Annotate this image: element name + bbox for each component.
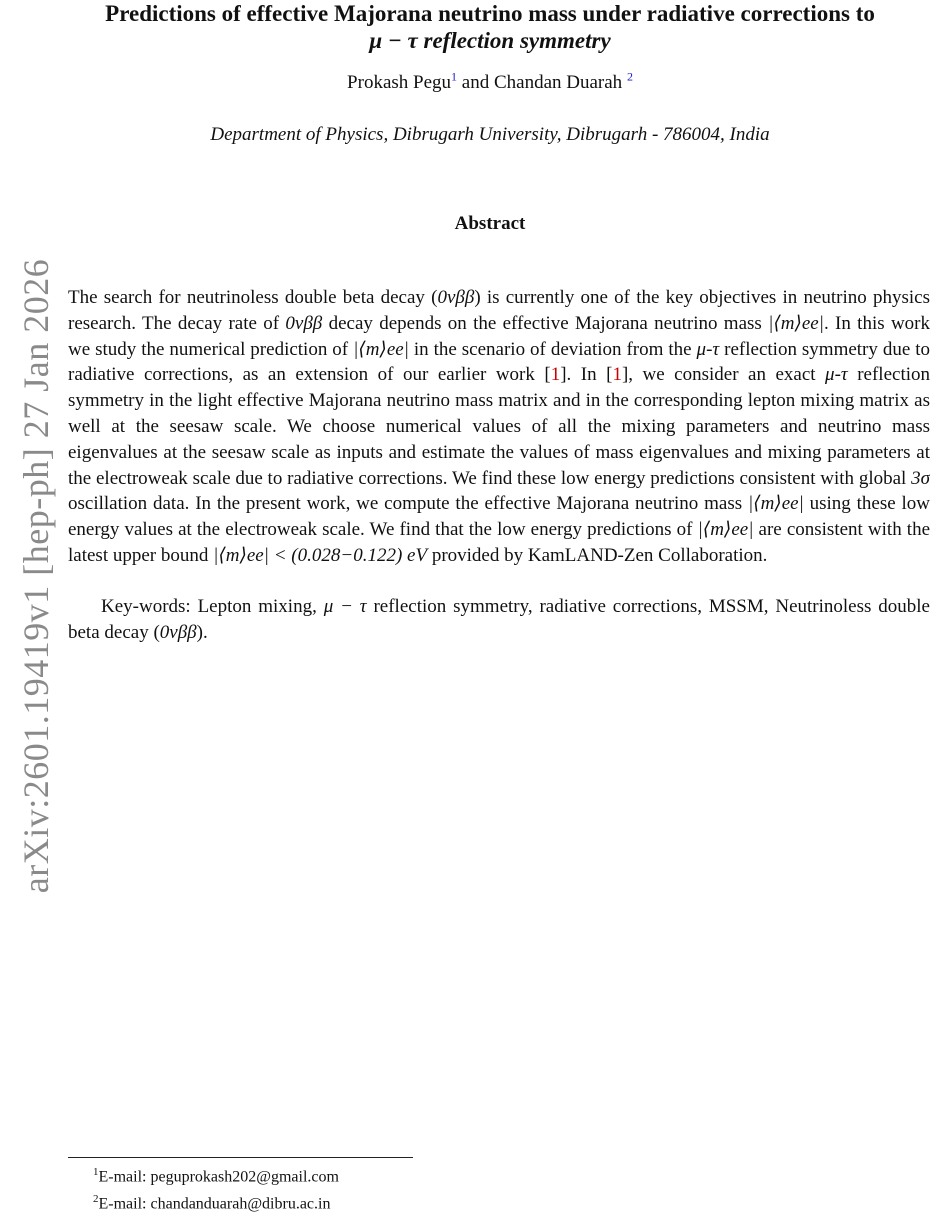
footnote-divider bbox=[68, 1157, 413, 1158]
footnote-email[interactable]: E-mail: peguprokash202@gmail.com bbox=[98, 1168, 339, 1186]
citation-link[interactable]: 1 bbox=[612, 364, 622, 386]
footnote-mark: 2 bbox=[93, 1193, 99, 1206]
abstract-text: reflection symmetry in the light effective Majorana neutrino mass matrix and in the corresponding lepton mixing matrix as well at the seesaw scale. We choose numerical values of all the mixing parameters and neutrino mass eigenvalues at the seesaw scale as inputs and estimate the values of mass eigenvalues and mixing parameters at the electroweak scale due to radiative corrections. We find these low energy predictions consistent with global bbox=[68, 364, 930, 489]
math-inline: μ-τ bbox=[825, 364, 848, 386]
abstract-text: decay depends on the effective Majorana neutrino mass bbox=[322, 312, 769, 334]
math-inline: 0νββ bbox=[159, 621, 197, 643]
author-name: Chandan Duarah bbox=[493, 72, 623, 93]
footnote-mark-link[interactable]: 2 bbox=[626, 69, 633, 84]
math-inline: 0νββ bbox=[437, 287, 475, 308]
footnote-email[interactable]: E-mail: chandanduarah@dibru.ac.in bbox=[98, 1195, 331, 1213]
math-inline: |⟨m⟩ee| < (0.028−0.122) eV bbox=[213, 544, 428, 566]
math-inline: 3σ bbox=[911, 467, 930, 489]
abstract-text: ) is currently one of the key objectives in neutrino physics research. The decay rate of bbox=[68, 287, 930, 334]
abstract-text: provided by KamLAND-Zen Collaboration. bbox=[427, 544, 768, 566]
abstract-text: ], we consider an exact bbox=[621, 364, 826, 386]
footnote-mark: 1 bbox=[93, 1166, 99, 1178]
paper-title bbox=[60, 0, 920, 54]
abstract-text: reflection symmetry due to radiative corrections, as an extension of our earlier work [ bbox=[68, 338, 930, 386]
math-inline: |⟨m⟩ee| bbox=[768, 312, 824, 334]
title-line-1: Predictions of effective Majorana neutrino mass under radiative corrections to bbox=[105, 1, 875, 26]
abstract-text: The search for neutrinoless double beta decay ( bbox=[68, 287, 438, 308]
footnote-item bbox=[93, 1161, 339, 1188]
math-inline: μ − τ bbox=[323, 595, 367, 617]
footnote-mark-link[interactable]: 1 bbox=[451, 69, 458, 84]
math-inline: |⟨m⟩ee| bbox=[353, 338, 409, 360]
title-line-2: μ − τ reflection symmetry bbox=[369, 28, 611, 53]
keywords-paragraph bbox=[68, 594, 930, 646]
abstract-paragraph bbox=[68, 285, 930, 569]
math-inline: 0νββ bbox=[285, 312, 323, 334]
affiliation: Department of Physics, Dibrugarh University, Dibrugarh - 786004, India bbox=[210, 124, 770, 145]
keywords-text: reflection symmetry, radiative corrections, MSSM, Neutrinoless double beta decay ( bbox=[68, 595, 930, 643]
keywords-text: Key-words: Lepton mixing, bbox=[101, 595, 324, 617]
math-inline: |⟨m⟩ee| bbox=[747, 493, 804, 515]
arxiv-identifier-stamp: arXiv:2601.19419v1 [hep-ph] 27 Jan 2026 bbox=[16, 258, 56, 894]
author-conjunction: and bbox=[461, 72, 490, 93]
abstract-text: in the scenario of deviation from the bbox=[408, 338, 697, 360]
author-list bbox=[60, 69, 920, 94]
math-inline: |⟨m⟩ee| bbox=[697, 519, 754, 541]
author-name: Prokash Pegu bbox=[347, 72, 452, 93]
abstract-body bbox=[68, 285, 930, 645]
keywords-text: ). bbox=[196, 621, 208, 643]
abstract-text: oscillation data. In the present work, we compute the effective Majorana neutrino mass bbox=[68, 493, 748, 515]
footnote-item bbox=[93, 1188, 339, 1215]
abstract-text: using these low energy values at the electroweak scale. We find that the low energy predictions of bbox=[68, 493, 930, 541]
math-inline: μ-τ bbox=[696, 338, 720, 360]
abstract-text: . In this work we study the numerical prediction of bbox=[68, 312, 930, 360]
citation-link[interactable]: 1 bbox=[550, 364, 561, 386]
abstract-text: ]. In [ bbox=[560, 364, 613, 386]
footnotes bbox=[93, 1161, 339, 1216]
abstract-text: are consistent with the latest upper bound bbox=[68, 519, 930, 566]
abstract-heading: Abstract bbox=[454, 213, 526, 234]
